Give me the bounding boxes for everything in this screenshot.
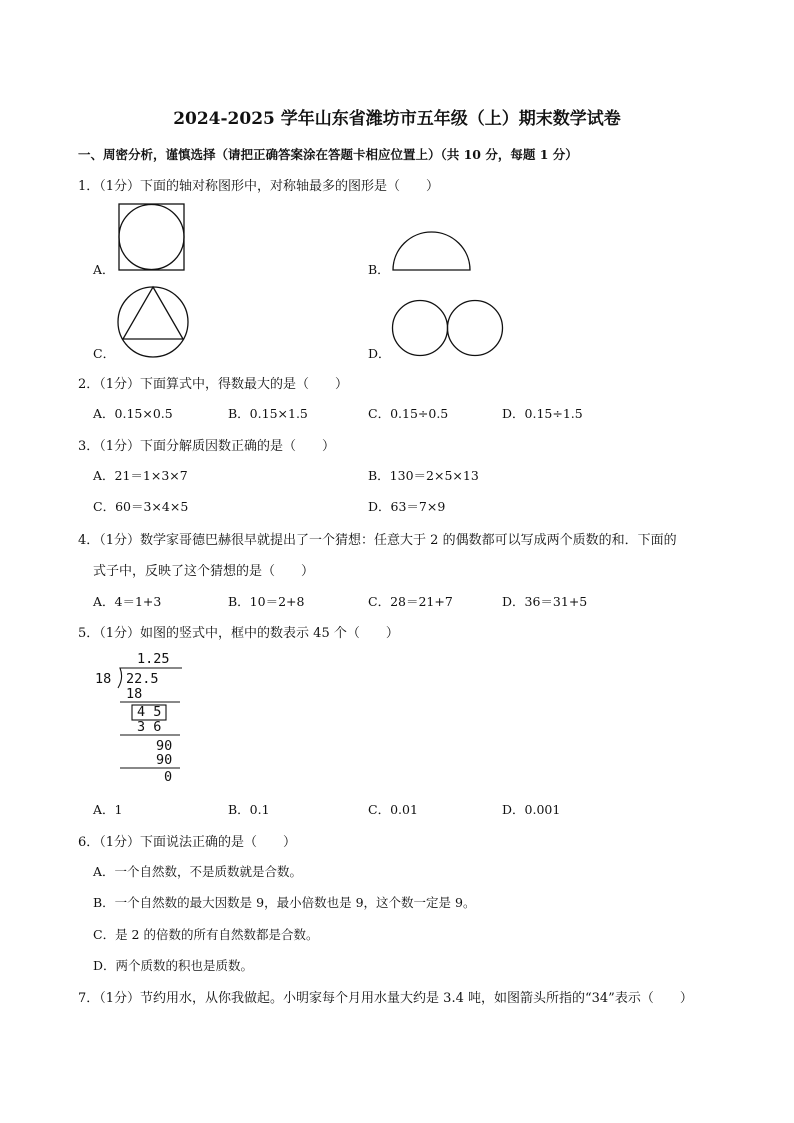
semicircle-figure (392, 231, 472, 273)
division-row-3: 3 6 (137, 719, 162, 735)
page-title: 2024-2025 学年山东省潍坊市五年级（上）期末数学试卷 (173, 109, 621, 129)
q6-option-d: D．两个质数的积也是质数。 (93, 958, 254, 973)
division-row-5: 90 (156, 752, 173, 768)
section-heading: 一、周密分析，谨慎选择（请把正确答案涂在答题卡相应位置上）（共 10 分，每题 1 分） (78, 147, 578, 162)
q6-option-c: C．是 2 的倍数的所有自然数都是合数。 (93, 927, 319, 942)
q6-option-a: A．一个自然数，不是质数就是合数。 (93, 864, 303, 879)
q5-option-a: A．1 (93, 802, 123, 817)
triangle-in-circle-figure (117, 286, 191, 360)
question-2-stem: 2．（1分）下面算式中，得数最大的是（ ） (78, 377, 349, 392)
question-7-stem: 7．（1分）节约用水，从你我做起。小明家每个月用水量大约是 3.4 吨，如图箭头所指的“34”表示（ ） (78, 991, 693, 1006)
q4-option-a: A．4＝1+3 (93, 594, 162, 609)
q5-option-b: B．0.1 (228, 802, 270, 817)
q2-option-d: D．0.15÷1.5 (502, 406, 583, 421)
q2-option-c: C．0.15÷0.5 (368, 406, 449, 421)
division-row-4: 90 (156, 738, 173, 754)
division-row-1: 18 (126, 686, 143, 702)
question-4-stem-line1: 4．（1分）数学家哥德巴赫很早就提出了一个猜想：任意大于 2 的偶数都可以写成两个质数的和．下面的 (78, 533, 677, 548)
q3-option-d: D．63＝7×9 (368, 499, 446, 514)
q1-option-a-label: A． (93, 262, 115, 277)
question-6-stem: 6．（1分）下面说法正确的是（ ） (78, 835, 297, 850)
q2-option-b: B．0.15×1.5 (228, 406, 308, 421)
q3-option-b: B．130＝2×5×13 (368, 468, 479, 483)
circle-in-square-figure (118, 203, 186, 271)
question-1-stem: 1．（1分）下面的轴对称图形中，对称轴最多的图形是（ ） (78, 179, 440, 194)
q3-option-a: A．21＝1×3×7 (93, 468, 188, 483)
q1-option-d-label: D． (368, 346, 391, 361)
two-circles-figure (392, 299, 504, 359)
q1-option-c-label: C． (93, 346, 116, 361)
q5-option-d: D．0.001 (502, 802, 561, 817)
division-boxed-remainder: 4 5 (137, 704, 162, 720)
question-3-stem: 3．（1分）下面分解质因数正确的是（ ） (78, 439, 336, 454)
question-5-stem: 5．（1分）如图的竖式中，框中的数表示 45 个（ ） (78, 626, 399, 641)
division-row-6: 0 (164, 769, 173, 785)
q2-option-a: A．0.15×0.5 (93, 406, 173, 421)
question-4-stem-line2: 式子中，反映了这个猜想的是（ ） (93, 564, 315, 579)
division-quotient: 1.25 (137, 651, 170, 667)
q4-option-c: C．28＝21+7 (368, 594, 453, 609)
q1-option-b-label: B． (368, 262, 390, 277)
division-lines (90, 660, 190, 780)
q3-option-c: C．60＝3×4×5 (93, 499, 189, 514)
division-divisor: 18 (95, 671, 112, 687)
q4-option-b: B．10＝2+8 (228, 594, 305, 609)
q6-option-b: B．一个自然数的最大因数是 9，最小倍数也是 9，这个数一定是 9。 (93, 895, 476, 910)
q5-option-c: C．0.01 (368, 802, 418, 817)
q4-option-d: D．36＝31+5 (502, 594, 588, 609)
division-dividend: 22.5 (126, 671, 159, 687)
